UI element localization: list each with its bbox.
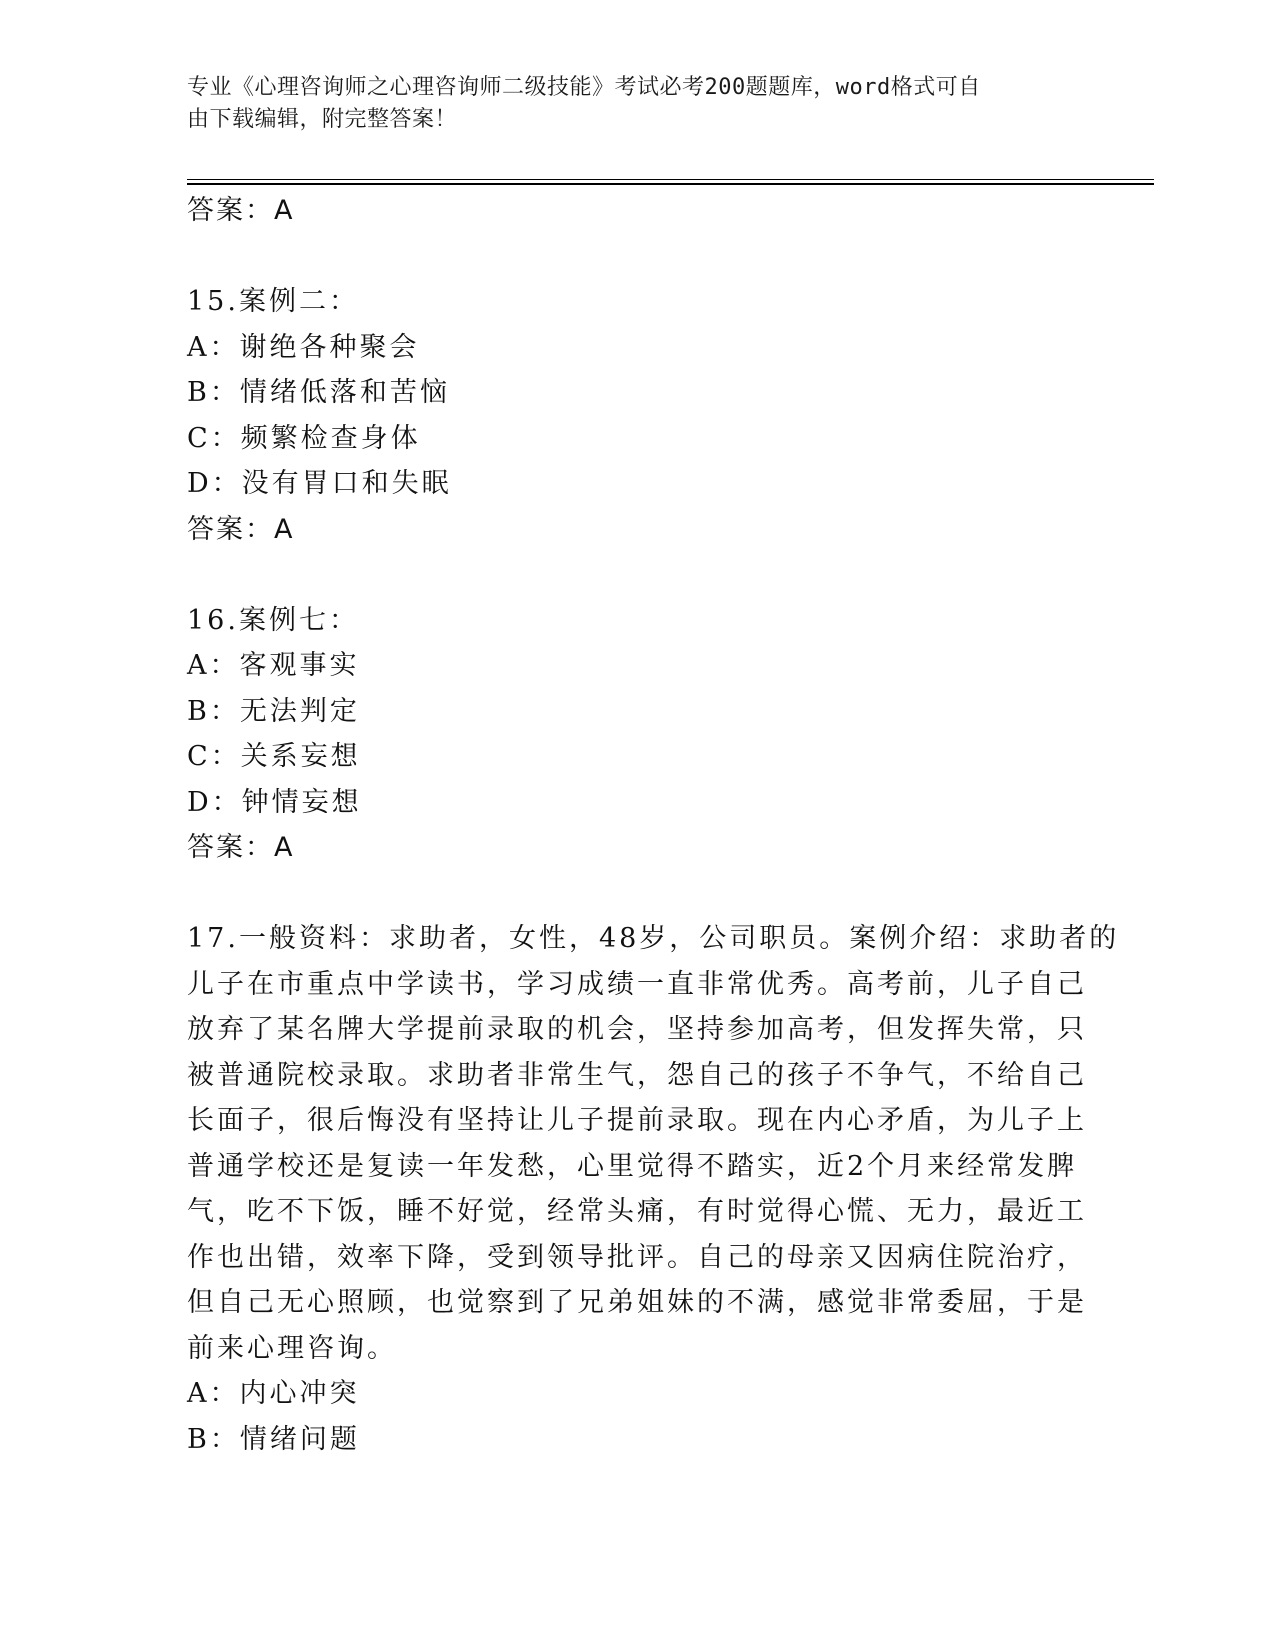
question-list	[187, 188, 1120, 1462]
header-line-1: 专业《心理咨询师之心理咨询师二级技能》考试必考200题题库，word格式可自	[187, 75, 981, 100]
option-a: A：内心冲突	[187, 1378, 360, 1409]
option-d: D：钟情妄想	[187, 786, 362, 818]
spacer	[187, 871, 1087, 917]
question-text-line: 被普通院校录取。求助者非常生气，怨自己的孩子不争气，不给自己	[187, 1059, 1087, 1091]
option-c: C：关系妄想	[187, 741, 361, 772]
option-b: B：无法判定	[187, 695, 360, 727]
question-16	[187, 598, 1087, 871]
option-c: C：频繁检查身体	[187, 422, 421, 454]
question-title: 15.案例二：	[187, 286, 359, 317]
question-text-line: 但自己无心照顾，也觉察到了兄弟姐妹的不满，感觉非常委屈，于是	[187, 1287, 1087, 1318]
question-15	[187, 279, 1087, 552]
question-17	[187, 916, 1120, 1462]
question-text-line: 前来心理咨询。	[187, 1332, 397, 1364]
header-divider-thin	[187, 179, 1154, 180]
option-b: B：情绪低落和苦恼	[187, 377, 450, 408]
option-a: A：谢绝各种聚会	[187, 331, 420, 363]
header-divider-thick	[187, 183, 1154, 185]
question-title: 16.案例七：	[187, 604, 359, 636]
option-b: B：情绪问题	[187, 1423, 360, 1455]
option-a: A：客观事实	[187, 650, 360, 681]
question-text-line: 长面子，很后悔没有坚持让儿子提前录取。现在内心矛盾，为儿子上	[187, 1105, 1087, 1136]
question-text-line: 儿子在市重点中学读书，学习成绩一直非常优秀。高考前，儿子自己	[187, 968, 1087, 1000]
header-line-2: 由下载编辑，附完整答案！	[187, 107, 458, 132]
question-text-line: 17.一般资料：求助者，女性，48岁，公司职员。案例介绍：求助者的	[187, 923, 1120, 954]
answer-line: 答案：A	[187, 513, 295, 545]
spacer	[187, 234, 1087, 280]
answer-line: 答案：A	[187, 195, 295, 226]
document-header	[187, 72, 1067, 136]
option-d: D：没有胃口和失眠	[187, 468, 452, 499]
answer-line: 答案：A	[187, 832, 295, 863]
question-text-line: 气，吃不下饭，睡不好觉，经常头痛，有时觉得心慌、无力，最近工	[187, 1196, 1087, 1227]
question-text-line: 普通学校还是复读一年发愁，心里觉得不踏实，近2个月来经常发脾	[187, 1150, 1078, 1182]
question-text-line: 放弃了某名牌大学提前录取的机会，坚持参加高考，但发挥失常，只	[187, 1014, 1087, 1045]
question-text-line: 作也出错，效率下降，受到领导批评。自己的母亲又因病住院治疗，	[187, 1241, 1087, 1273]
spacer	[187, 552, 1087, 598]
